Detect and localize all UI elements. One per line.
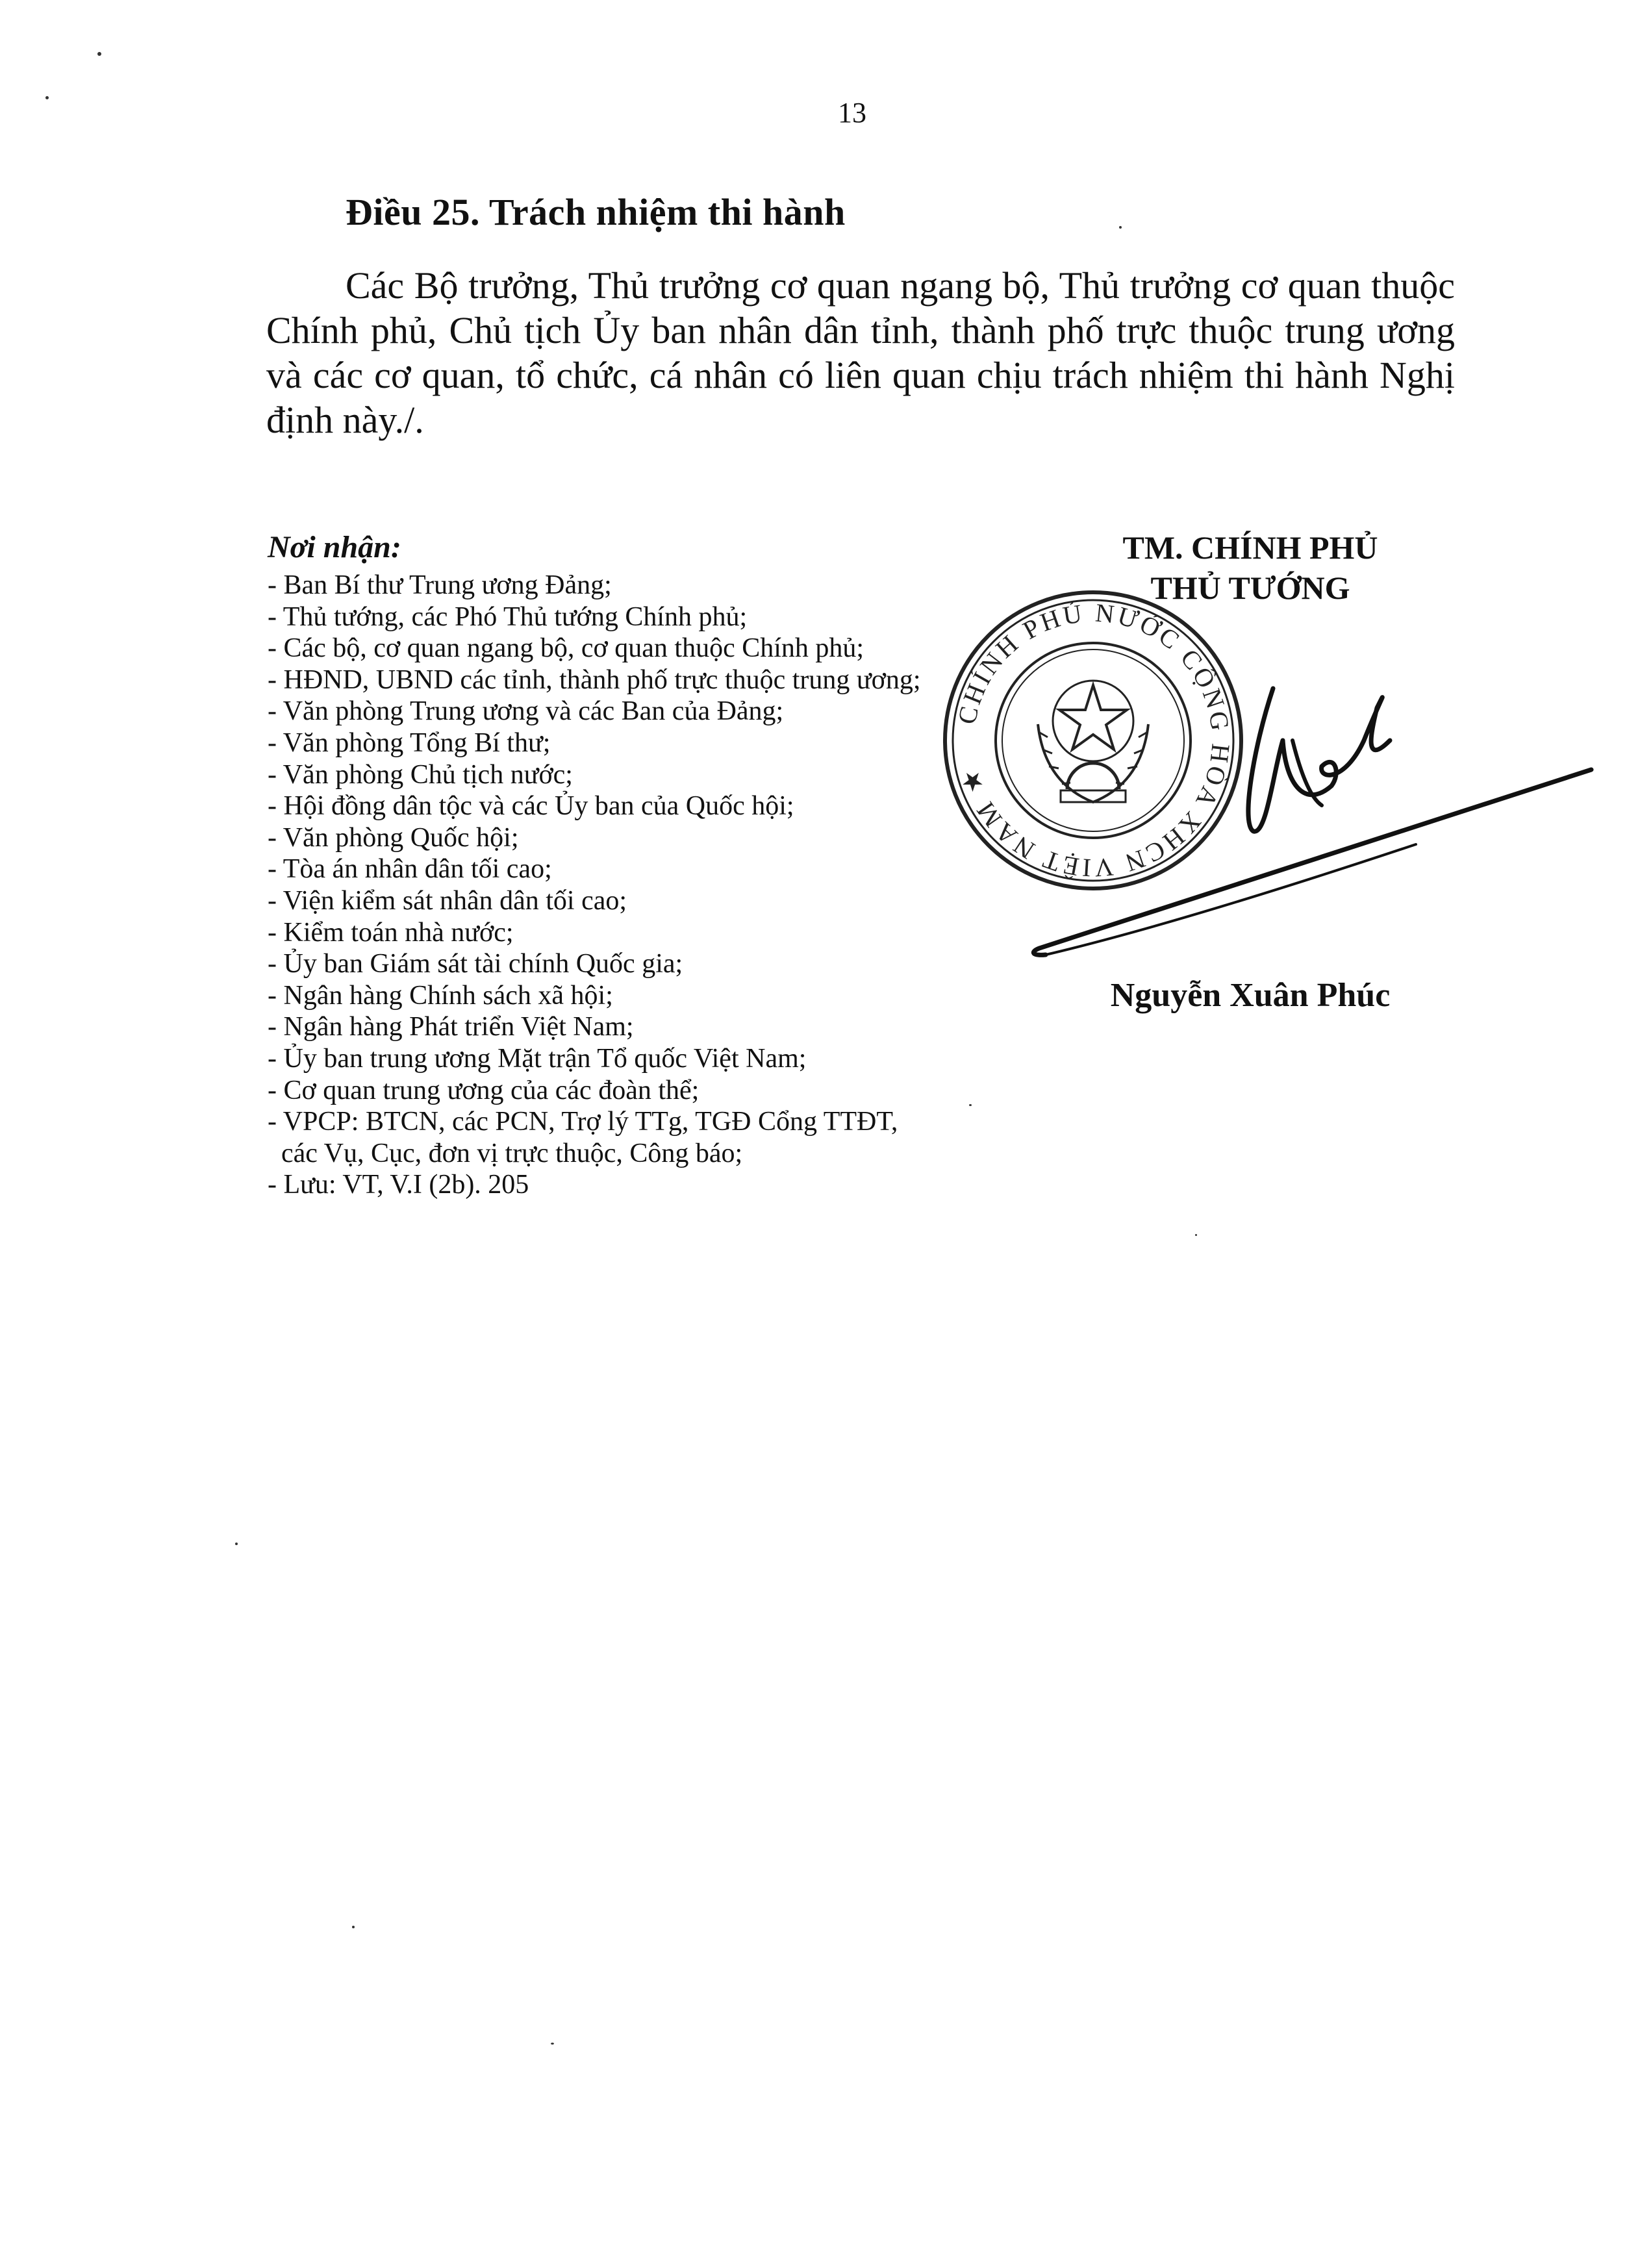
svg-text:CHÍNH PHỦ NƯỚC CỘNG HÒA XHCN V: CHÍNH PHỦ NƯỚC CỘNG HÒA XHCN VIỆT NAM ★: [952, 598, 1236, 883]
recipient-item: - Thủ tướng, các Phó Thủ tướng Chính phủ;: [268, 601, 748, 632]
recipient-item: - Ban Bí thư Trung ương Đảng;: [268, 570, 612, 600]
recipient-item: - Hội đồng dân tộc và các Ủy ban của Quốc hội;: [268, 791, 794, 822]
scan-speck: [235, 1543, 238, 1545]
scan-speck: [97, 52, 101, 56]
recipient-item: - Lưu: VT, V.I (2b). 205: [268, 1170, 529, 1200]
recipient-item: - Văn phòng Quốc hội;: [268, 822, 519, 853]
recipient-item: - Ủy ban trung ương Mặt trận Tổ quốc Việt Nam;: [268, 1043, 807, 1074]
signature-title: THỦ TƯỚNG: [1150, 570, 1350, 606]
recipient-item: - Kiểm toán nhà nước;: [268, 917, 514, 948]
page-number: 13: [838, 97, 866, 129]
recipient-list: [268, 570, 1015, 1201]
recipient-item: - VPCP: BTCN, các PCN, Trợ lý TTg, TGĐ Cổng TTĐT,: [268, 1107, 898, 1137]
recipients-title: Nơi nhận:: [268, 530, 401, 564]
recipient-item: - Văn phòng Trung ương và các Ban của Đảng;: [268, 696, 784, 727]
recipient-item: các Vụ, Cục, đơn vị trực thuộc, Công báo;: [268, 1138, 743, 1168]
recipient-item: - Tòa án nhân dân tối cao;: [268, 854, 552, 885]
recipient-item: - Văn phòng Chủ tịch nước;: [268, 759, 573, 790]
scan-speck: [1119, 226, 1122, 229]
scan-speck: [969, 1104, 972, 1106]
article-heading: Điều 25. Trách nhiệm thi hành: [346, 191, 846, 233]
article-body: Các Bộ trưởng, Thủ trưởng cơ quan ngang bộ, Thủ trưởng cơ quan thuộc Chính phủ, Chủ tịch Ủy ban nhân dân tỉnh, thành phố trực thuộc trung ương và các cơ quan, tổ chức, cá nhân có liên quan chịu trách nhiệm thi hành Nghị định này./.: [266, 264, 1455, 441]
recipient-item: - Viện kiểm sát nhân dân tối cao;: [268, 885, 627, 916]
recipient-item: - Cơ quan trung ương của các đoàn thể;: [268, 1075, 700, 1105]
signature-organization: TM. CHÍNH PHỦ: [1122, 529, 1378, 566]
handwritten-signature: [1026, 669, 1598, 994]
signer-name: Nguyễn Xuân Phúc: [1110, 977, 1391, 1014]
recipient-item: - Ủy ban Giám sát tài chính Quốc gia;: [268, 949, 683, 979]
scan-speck: [1195, 1234, 1197, 1236]
scan-speck: [352, 1926, 355, 1928]
recipient-item: - Ngân hàng Chính sách xã hội;: [268, 980, 613, 1011]
recipient-item: - Ngân hàng Phát triển Việt Nam;: [268, 1012, 634, 1042]
scan-speck: [551, 2043, 554, 2045]
recipient-item: - HĐND, UBND các tỉnh, thành phố trực thuộc trung ương;: [268, 664, 921, 695]
scan-speck: [45, 96, 49, 99]
recipient-item: - Văn phòng Tổng Bí thư;: [268, 727, 551, 758]
recipient-item: - Các bộ, cơ quan ngang bộ, cơ quan thuộc Chính phủ;: [268, 633, 864, 664]
